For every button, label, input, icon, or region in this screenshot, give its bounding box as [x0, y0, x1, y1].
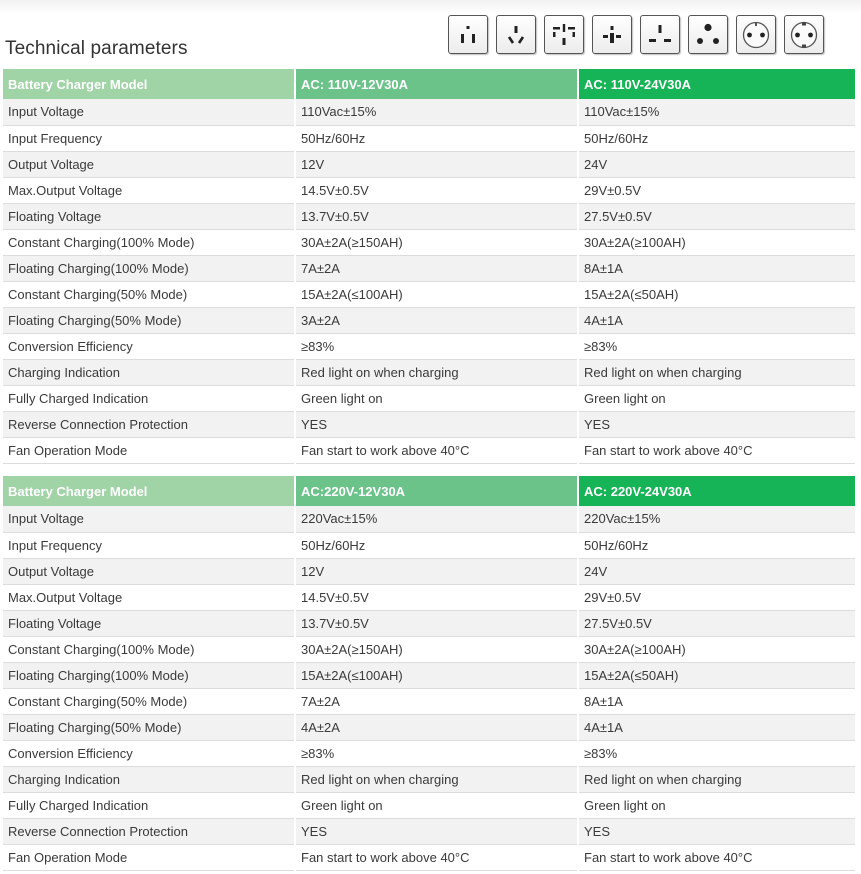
table-header-row [3, 69, 855, 99]
table-row [3, 610, 855, 636]
param-cell: Fully Charged Indication [3, 792, 295, 818]
table-row [3, 151, 855, 177]
china-plug-icon [496, 15, 536, 54]
value-cell: YES [295, 411, 578, 437]
plug-icon-strip [448, 15, 824, 54]
header-cell-12v: AC: 110V-12V30A [295, 69, 578, 99]
value-cell: Red light on when charging [578, 359, 855, 385]
value-cell: 110Vac±15% [295, 99, 578, 125]
value-cell: 50Hz/60Hz [578, 125, 855, 151]
param-cell: Constant Charging(100% Mode) [3, 636, 295, 662]
value-cell: 7A±2A [295, 255, 578, 281]
table-header-row [3, 476, 855, 506]
value-cell: Fan start to work above 40°C [578, 844, 855, 870]
header-cell-12v: AC:220V-12V30A [295, 476, 578, 506]
table-row [3, 281, 855, 307]
value-cell: 4A±2A [295, 714, 578, 740]
value-cell: 8A±1A [578, 255, 855, 281]
value-cell: 220Vac±15% [295, 506, 578, 532]
value-cell: Green light on [578, 385, 855, 411]
australia-plug-icon [592, 15, 632, 54]
param-cell: Floating Charging(100% Mode) [3, 662, 295, 688]
value-cell: YES [578, 818, 855, 844]
table-row [3, 411, 855, 437]
param-cell: Max.Output Voltage [3, 584, 295, 610]
value-cell: 8A±1A [578, 688, 855, 714]
param-cell: Output Voltage [3, 151, 295, 177]
header-cell-model: Battery Charger Model [3, 476, 295, 506]
param-cell: Fan Operation Mode [3, 844, 295, 870]
param-cell: Constant Charging(100% Mode) [3, 229, 295, 255]
param-cell: Conversion Efficiency [3, 333, 295, 359]
spec-table-110v [3, 69, 855, 464]
table-row [3, 125, 855, 151]
value-cell: Red light on when charging [578, 766, 855, 792]
value-cell: 30A±2A(≥100AH) [578, 229, 855, 255]
param-cell: Input Frequency [3, 125, 295, 151]
value-cell: 14.5V±0.5V [295, 177, 578, 203]
value-cell: 24V [578, 151, 855, 177]
value-cell: 110Vac±15% [578, 99, 855, 125]
value-cell: Green light on [295, 792, 578, 818]
table-row [3, 532, 855, 558]
table-row [3, 688, 855, 714]
param-cell: Fully Charged Indication [3, 385, 295, 411]
param-cell: Floating Voltage [3, 203, 295, 229]
table-row [3, 99, 855, 125]
param-cell: Input Voltage [3, 99, 295, 125]
table-row [3, 333, 855, 359]
value-cell: Red light on when charging [295, 359, 578, 385]
page-title: Technical parameters [5, 38, 188, 59]
table-row [3, 229, 855, 255]
param-cell: Conversion Efficiency [3, 740, 295, 766]
value-cell: ≥83% [295, 333, 578, 359]
param-cell: Charging Indication [3, 359, 295, 385]
value-cell: 50Hz/60Hz [295, 125, 578, 151]
value-cell: 30A±2A(≥100AH) [578, 636, 855, 662]
us-plug-icon [448, 15, 488, 54]
table-row [3, 255, 855, 281]
table-body [3, 99, 855, 463]
param-cell: Constant Charging(50% Mode) [3, 281, 295, 307]
table-row [3, 818, 855, 844]
table-row [3, 636, 855, 662]
table-row [3, 203, 855, 229]
table-row [3, 844, 855, 870]
param-cell: Reverse Connection Protection [3, 818, 295, 844]
value-cell: 24V [578, 558, 855, 584]
value-cell: Fan start to work above 40°C [578, 437, 855, 463]
value-cell: 14.5V±0.5V [295, 584, 578, 610]
india-plug-icon [688, 15, 728, 54]
param-cell: Fan Operation Mode [3, 437, 295, 463]
value-cell: 15A±2A(≤50AH) [578, 281, 855, 307]
param-cell: Charging Indication [3, 766, 295, 792]
param-cell: Input Voltage [3, 506, 295, 532]
header-cell-model: Battery Charger Model [3, 69, 295, 99]
value-cell: 220Vac±15% [578, 506, 855, 532]
param-cell: Floating Charging(50% Mode) [3, 714, 295, 740]
table-row [3, 385, 855, 411]
param-cell: Constant Charging(50% Mode) [3, 688, 295, 714]
value-cell: Fan start to work above 40°C [295, 437, 578, 463]
value-cell: 30A±2A(≥150AH) [295, 229, 578, 255]
value-cell: 3A±2A [295, 307, 578, 333]
value-cell: ≥83% [578, 740, 855, 766]
value-cell: 29V±0.5V [578, 584, 855, 610]
value-cell: 50Hz/60Hz [295, 532, 578, 558]
param-cell: Max.Output Voltage [3, 177, 295, 203]
value-cell: 13.7V±0.5V [295, 203, 578, 229]
param-cell: Floating Voltage [3, 610, 295, 636]
value-cell: 27.5V±0.5V [578, 610, 855, 636]
value-cell: Green light on [295, 385, 578, 411]
table-body [3, 506, 855, 870]
uk-plug-icon [640, 15, 680, 54]
value-cell: Green light on [578, 792, 855, 818]
table-row [3, 714, 855, 740]
top-band [0, 0, 861, 14]
value-cell: 15A±2A(≤100AH) [295, 662, 578, 688]
header-cell-24v: AC: 110V-24V30A [578, 69, 855, 99]
euro-plug-icon [736, 15, 776, 54]
value-cell: 13.7V±0.5V [295, 610, 578, 636]
value-cell: 50Hz/60Hz [578, 532, 855, 558]
schuko-plug-icon [784, 15, 824, 54]
value-cell: 15A±2A(≤100AH) [295, 281, 578, 307]
value-cell: 7A±2A [295, 688, 578, 714]
param-cell: Output Voltage [3, 558, 295, 584]
value-cell: 30A±2A(≥150AH) [295, 636, 578, 662]
table-row [3, 584, 855, 610]
param-cell: Floating Charging(100% Mode) [3, 255, 295, 281]
value-cell: 29V±0.5V [578, 177, 855, 203]
param-cell: Floating Charging(50% Mode) [3, 307, 295, 333]
table-row [3, 437, 855, 463]
value-cell: 27.5V±0.5V [578, 203, 855, 229]
value-cell: YES [578, 411, 855, 437]
param-cell: Input Frequency [3, 532, 295, 558]
table-row [3, 558, 855, 584]
value-cell: 15A±2A(≤50AH) [578, 662, 855, 688]
table-row [3, 740, 855, 766]
value-cell: 12V [295, 151, 578, 177]
value-cell: 4A±1A [578, 714, 855, 740]
param-cell: Reverse Connection Protection [3, 411, 295, 437]
value-cell: 4A±1A [578, 307, 855, 333]
header-cell-24v: AC: 220V-24V30A [578, 476, 855, 506]
table-row [3, 177, 855, 203]
value-cell: Fan start to work above 40°C [295, 844, 578, 870]
value-cell: Red light on when charging [295, 766, 578, 792]
table-row [3, 792, 855, 818]
table-row [3, 766, 855, 792]
value-cell: YES [295, 818, 578, 844]
spec-table-220v [3, 476, 855, 871]
table-row [3, 307, 855, 333]
value-cell: 12V [295, 558, 578, 584]
table-row [3, 359, 855, 385]
table-row [3, 662, 855, 688]
universal-plug-icon [544, 15, 584, 54]
value-cell: ≥83% [295, 740, 578, 766]
table-row [3, 506, 855, 532]
value-cell: ≥83% [578, 333, 855, 359]
